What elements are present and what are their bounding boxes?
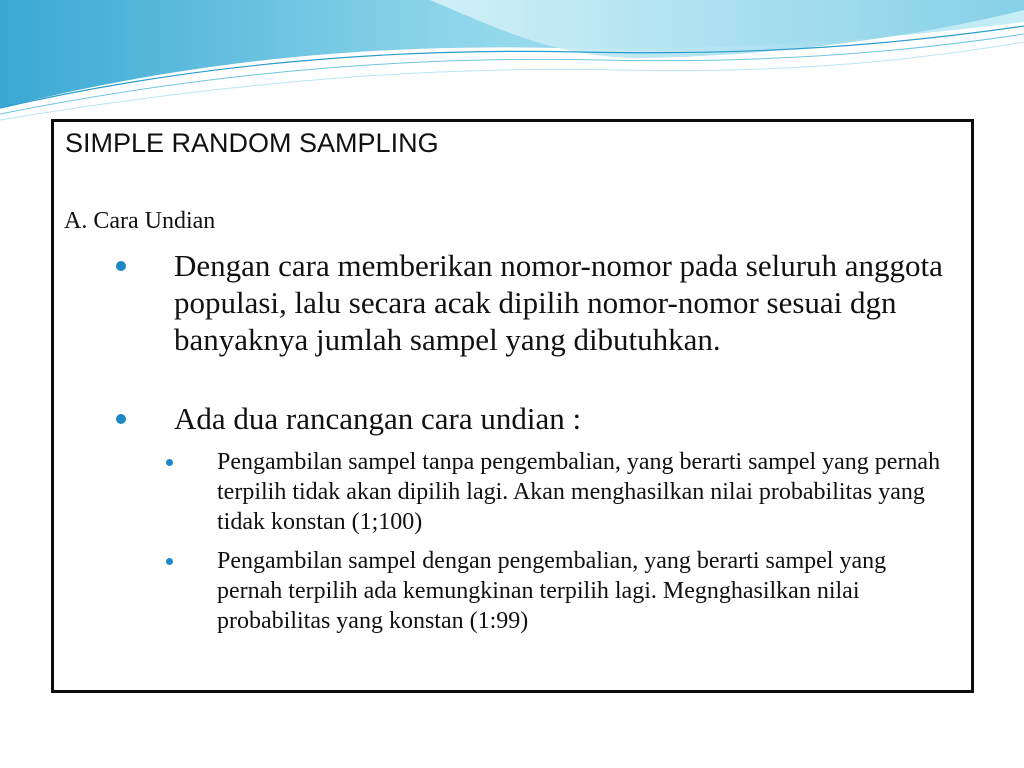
sub-bullet-item — [217, 447, 957, 537]
content-box — [51, 119, 974, 693]
bullet-dot-icon — [116, 414, 126, 424]
slide-title: SIMPLE RANDOM SAMPLING — [65, 128, 439, 158]
bullet-text: Ada dua rancangan cara undian : — [174, 401, 582, 436]
sub-bullet-item — [217, 546, 957, 636]
sub-bullet-text: Pengambilan sampel tanpa pengembalian, yang berarti sampel yang pernah terpilih tidak akan dipilih lagi. Akan menghasilkan nilai probabilitas yang tidak konstan (1;100) — [217, 449, 941, 535]
bullet-dot-icon — [116, 261, 126, 271]
sub-bullet-dot-icon — [166, 459, 173, 466]
sub-bullet-dot-icon — [166, 558, 173, 565]
section-heading: A. Cara Undian — [64, 208, 216, 234]
sub-bullet-text: Pengambilan sampel dengan pengembalian, yang berarti sampel yang pernah terpilih ada kemungkinan terpilih lagi. Megnghasilkan nilai probabilitas yang konstan (1:99) — [217, 548, 887, 634]
header-wave-decoration — [0, 0, 1024, 130]
bullet-text: Dengan cara memberikan nomor-nomor pada seluruh anggota populasi, lalu secara acak dipilih nomor-nomor sesuai dgn banyaknya jumlah sampel yang dibutuhkan. — [174, 248, 943, 357]
bullet-item — [174, 400, 944, 437]
bullet-item — [174, 247, 944, 358]
